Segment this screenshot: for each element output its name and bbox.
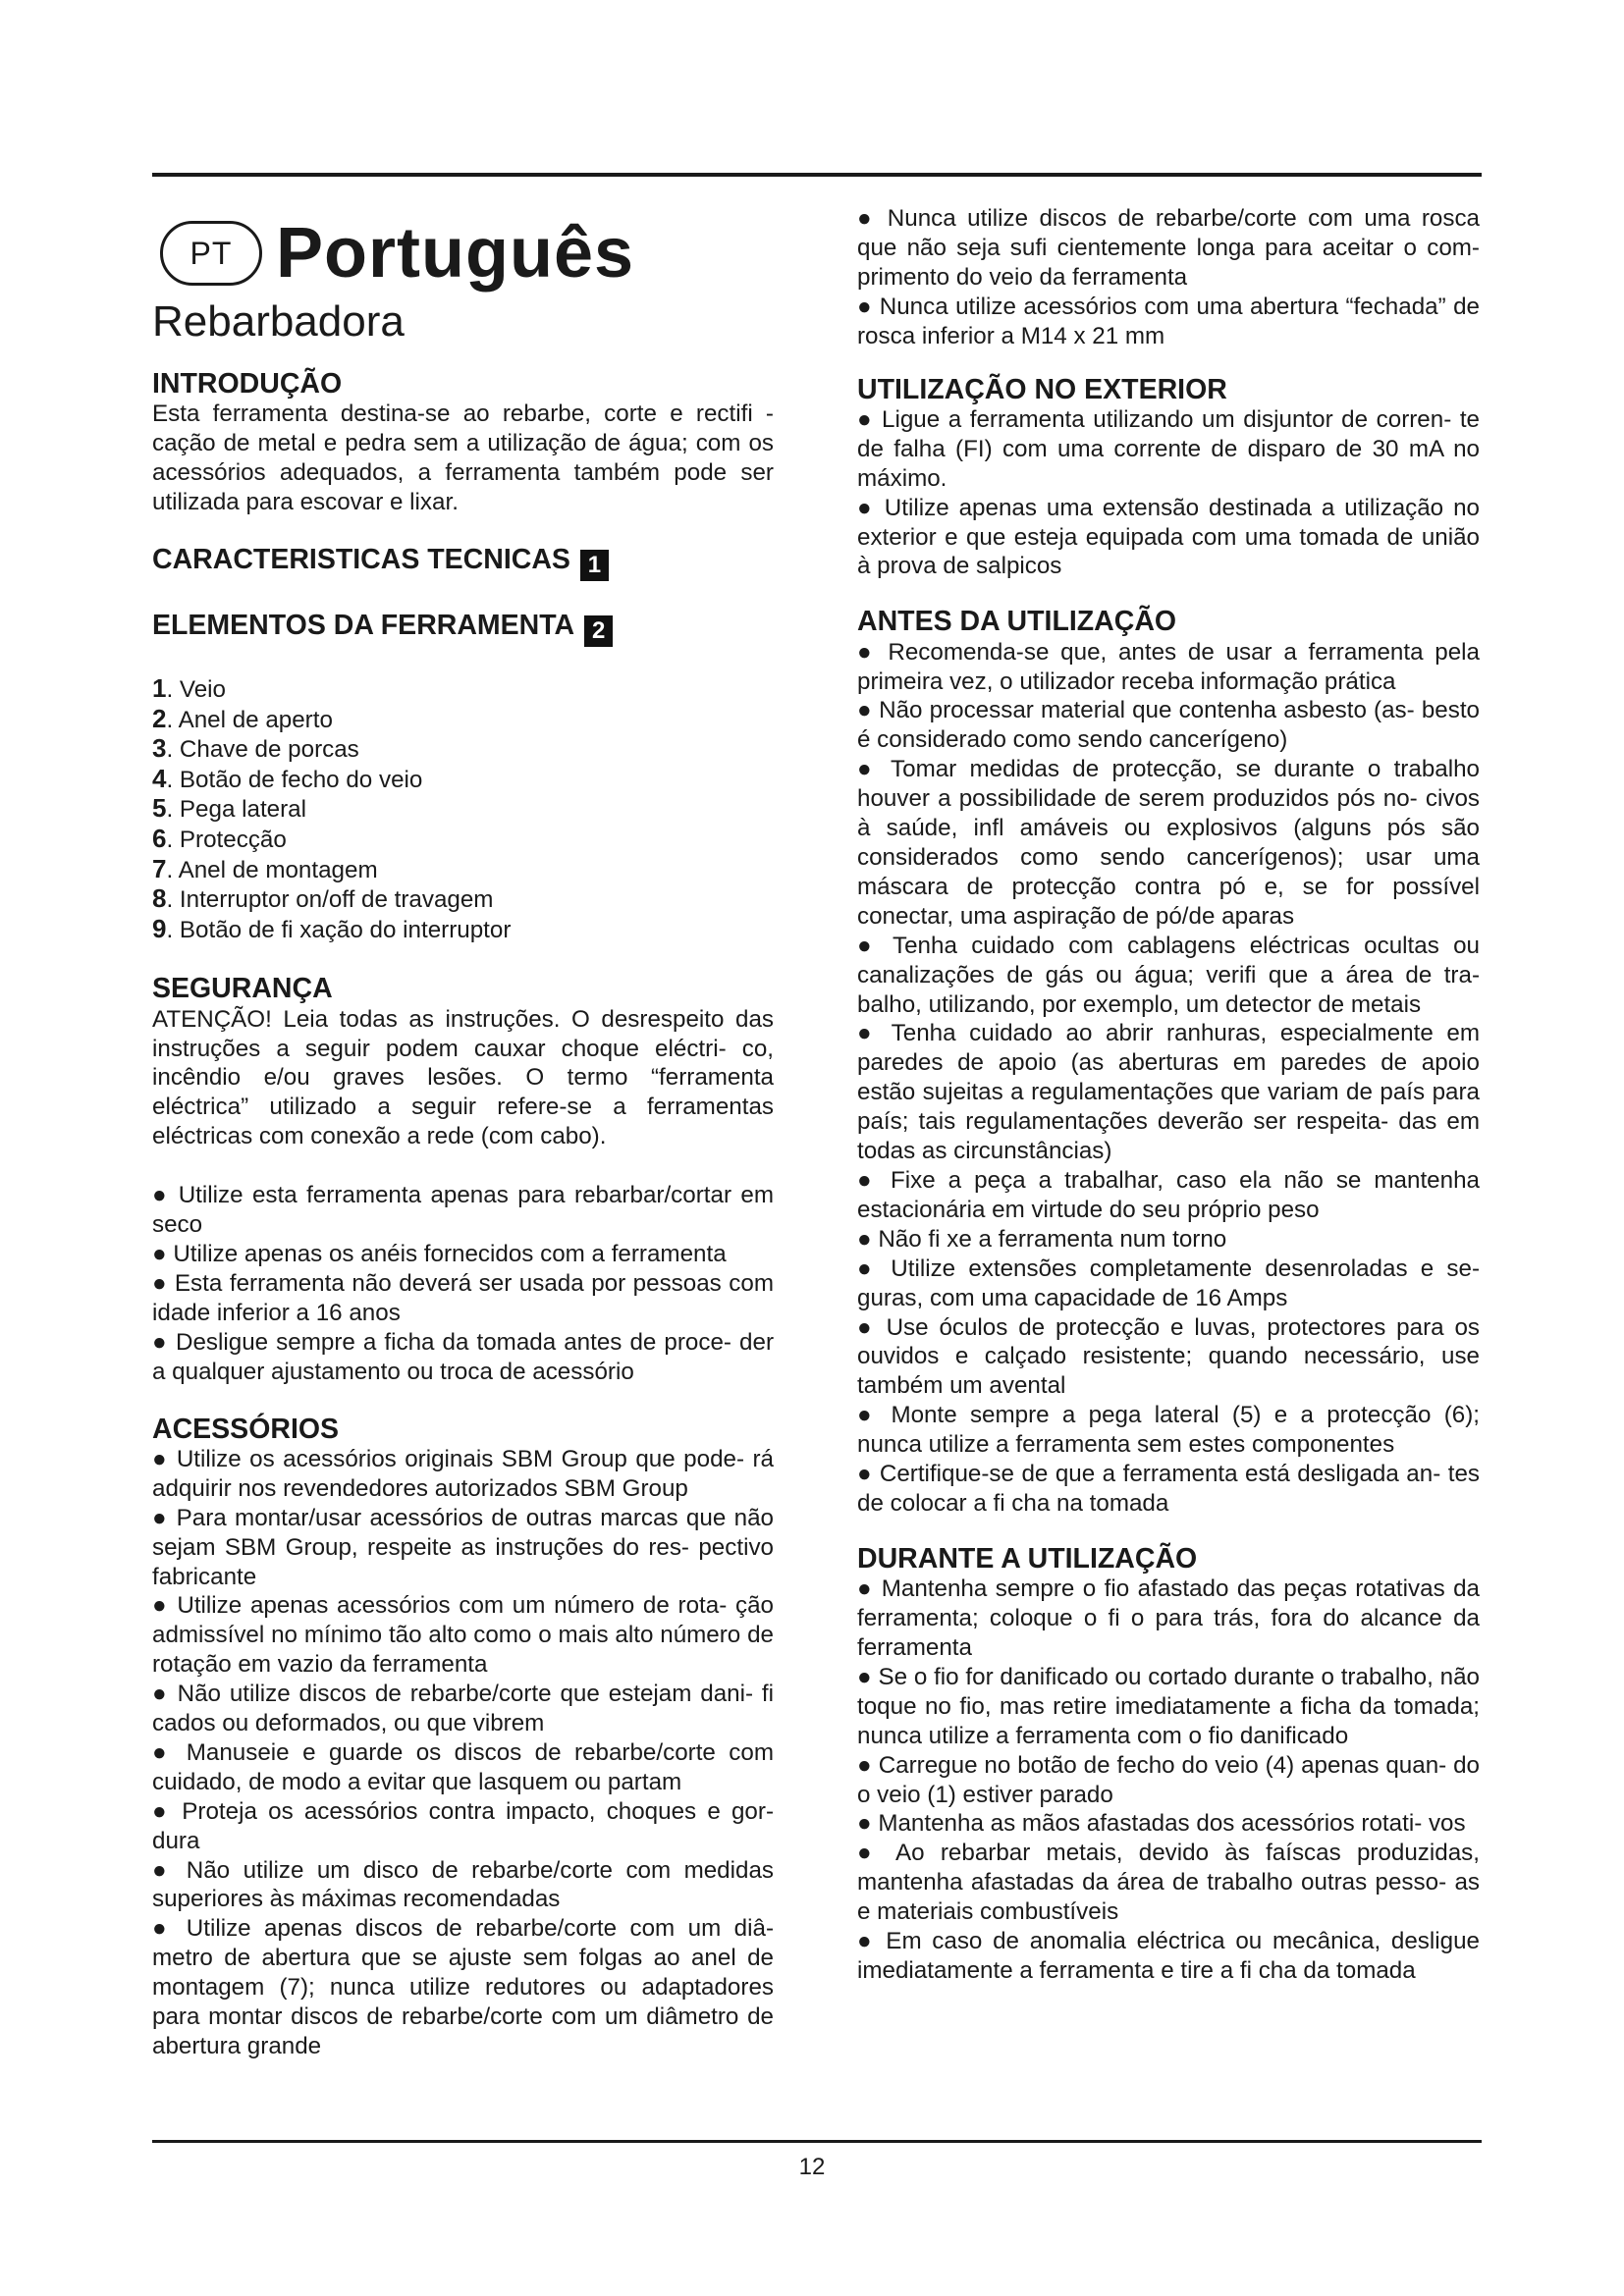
accessories-bullet: ● Utilize os acessórios originais SBM Group que pode- rá adquirir nos revendedores autorizados SBM Group — [152, 1445, 774, 1502]
left-column — [152, 204, 774, 2061]
list-item: 5. Pega lateral — [152, 793, 306, 824]
before-use-heading: ANTES DA UTILIZAÇÃO — [857, 606, 1177, 638]
top-rule — [152, 173, 1482, 177]
accessories-heading: ACESSÓRIOS — [152, 1413, 340, 1445]
during-use-bullet: ● Em caso de anomalia eléctrica ou mecânica, desligue imediatamente a ferramenta e tire a fi cha da tomada — [857, 1928, 1480, 1984]
list-item: 6. Protecção — [152, 823, 287, 853]
during-use-bullet: ● Se o fio for danificado ou cortado durante o trabalho, não toque no fio, mas retire imediatamente a ficha da tomada; nunca utilize a ferramenta com o fio danificado — [857, 1663, 1480, 1749]
specs-section — [152, 545, 774, 581]
accessories-bullet: ● Para montar/usar acessórios de outras marcas que não sejam SBM Group, respeite as instruções do res- pectivo fabricante — [152, 1504, 774, 1590]
safety-bullet: ● Utilize esta ferramenta apenas para rebarbar/cortar em seco — [152, 1182, 774, 1239]
accessories-bullet: ● Manuseie e guarde os discos de rebarbe/corte com cuidado, de modo a evitar que lasquem ou partam — [152, 1738, 774, 1795]
during-use-heading: DURANTE A UTILIZAÇÃO — [857, 1542, 1198, 1575]
safety-heading: SEGURANÇA — [152, 973, 333, 1005]
specs-heading: CARACTERISTICAS TECNICAS 1 — [152, 545, 774, 581]
safety-text: ATENÇÃO! Leia todas as instruções. O desrespeito das instruções a seguir podem cauxar choque eléctri- co, incêndio e/ou graves lesões. O termo “ferramenta eléctrica” utilizado a seguir refere-se a ferramentas eléctricas com conexão a rede (com cabo). — [152, 1005, 774, 1150]
during-use-bullet: ● Mantenha sempre o fio afastado das peças rotativas da ferramenta; coloque o fi o para trás, fora do alcance da ferramenta — [857, 1575, 1480, 1661]
before-use-bullet: ● Certifique-se de que a ferramenta está desligada an- tes de colocar a fi cha na tomada — [857, 1461, 1480, 1517]
outdoor-bullet: ● Utilize apenas uma extensão destinada a utilização no exterior e que esteja equipada com uma tomada de união à prova de salpicos — [857, 494, 1480, 580]
safety-bullet: ● Utilize apenas os anéis fornecidos com a ferramenta — [152, 1241, 727, 1267]
list-item: 1. Veio — [152, 672, 226, 703]
before-use-bullet: ● Tenha cuidado ao abrir ranhuras, especialmente em paredes de apoio (as aberturas em paredes de apoio estão sujeitas a regulamentações que variam de país para país; tais regulamentações deverão ser respeita- das em todas as circunstâncias) — [857, 1020, 1480, 1165]
list-item: 2. Anel de aperto — [152, 703, 333, 733]
during-use-bullet: ● Carregue no botão de fecho do veio (4) apenas quan- do o veio (1) estiver parado — [857, 1751, 1480, 1808]
right-column — [857, 204, 1480, 1986]
accessories-section — [152, 1415, 774, 2061]
before-use-bullet: ● Não processar material que contenha asbesto (as- besto é considerado como sendo cancerígeno) — [857, 697, 1480, 754]
during-use-bullet: ● Ao rebarbar metais, devido às faíscas produzidas, mantenha afastadas da área de trabalho outras pesso- as e materiais combustíveis — [857, 1840, 1480, 1926]
accessories-bullet: ● Utilize apenas acessórios com um número de rota- ção admissível no mínimo tão alto como o mais alto número de rotação em vazio da ferramenta — [152, 1592, 774, 1679]
before-use-bullet: ● Utilize extensões completamente desenroladas e se- guras, com uma capacidade de 16 Amps — [857, 1255, 1480, 1311]
accessories-bullet: ● Não utilize um disco de rebarbe/corte com medidas superiores às máximas recomendadas — [152, 1856, 774, 1913]
before-use-bullet: ● Fixe a peça a trabalhar, caso ela não se mantenha estacionária em virtude do seu próprio peso — [857, 1166, 1480, 1223]
during-use-bullet: ● Mantenha as mãos afastadas dos acessórios rotati- vos — [857, 1810, 1466, 1838]
list-item: 7. Anel de montagem — [152, 853, 378, 883]
elements-heading: ELEMENTOS DA FERRAMENTA 2 — [152, 611, 774, 647]
list-item: 8. Interruptor on/off de travagem — [152, 883, 494, 914]
outdoor-heading: UTILIZAÇÃO NO EXTERIOR — [857, 373, 1227, 405]
before-use-bullet: ● Tenha cuidado com cablagens eléctricas ocultas ou canalizações de gás ou água; verifi que a área de tra- balho, utilizando, por exemplo, um detector de metais — [857, 932, 1480, 1018]
accessories-bullet: ● Proteja os acessórios contra impacto, choques e gor- dura — [152, 1797, 774, 1854]
accessories-bullet: ● Não utilize discos de rebarbe/corte que estejam dani- fi cados ou deformados, ou que vibrem — [152, 1681, 774, 1737]
before-use-section — [857, 607, 1480, 1519]
elements-section — [152, 611, 774, 944]
intro-text: Esta ferramenta destina-se ao rebarbe, corte e rectifi - cação de metal e pedra sem a utilização de água; com os acessórios adequados, a ferramenta também pode ser utilizada para escovar e lixar. — [152, 400, 774, 516]
intro-heading: INTRODUÇÃO — [152, 368, 343, 400]
figure-ref-2: 2 — [584, 615, 613, 647]
accessories-bullet: ● Nunca utilize acessórios com uma abertura “fechada” de rosca inferior a M14 x 21 mm — [857, 293, 1480, 349]
list-item: 9. Botão de fi xação do interruptor — [152, 913, 512, 943]
elements-list — [152, 674, 774, 944]
product-title: Rebarbadora — [152, 297, 405, 346]
during-use-section — [857, 1544, 1480, 1986]
before-use-bullet: ● Não fi xe a ferramenta num torno — [857, 1225, 1227, 1253]
page-number: 12 — [798, 2154, 826, 2180]
accessories-bullet: ● Utilize apenas discos de rebarbe/corte com um diâ- metro de abertura que se ajuste sem folgas ao anel de montagem (7); nunca utilize redutores ou adaptadores para montar discos de rebarbe/corte com um diâmetro de abertura grande — [152, 1915, 774, 2059]
safety-section — [152, 974, 774, 1386]
safety-bullet: ● Desligue sempre a ficha da tomada antes de proce- der a qualquer ajustamento ou troca de acessório — [152, 1328, 774, 1385]
accessories-bullet: ● Nunca utilize discos de rebarbe/corte com uma rosca que não seja sufi cientemente longa para aceitar o com- primento do veio da ferramenta — [857, 205, 1480, 291]
language-header — [152, 208, 774, 298]
safety-bullet: ● Esta ferramenta não deverá ser usada por pessoas com idade inferior a 16 anos — [152, 1269, 774, 1326]
outdoor-section — [857, 375, 1480, 582]
before-use-bullet: ● Tomar medidas de protecção, se durante o trabalho houver a possibilidade de serem produzidos pós no- civos à saúde, infl amáveis ou explosivos (alguns pós são considerados como sendo cancerígenos); usar uma máscara de protecção contra pó e, se for possível conectar, uma aspiração de pó/de aparas — [857, 756, 1480, 930]
before-use-bullet: ● Monte sempre a pega lateral (5) e a protecção (6); nunca utilize a ferramenta sem estes componentes — [857, 1402, 1480, 1459]
before-use-bullet: ● Use óculos de protecção e luvas, protectores para os ouvidos e calçado resistente; quando necessário, use também um avental — [857, 1313, 1480, 1400]
figure-ref-1: 1 — [580, 550, 609, 581]
outdoor-bullet: ● Ligue a ferramenta utilizando um disjuntor de corren- te de falha (FI) com uma corrente de disparo de 30 mA no máximo. — [857, 405, 1480, 492]
intro-section — [152, 369, 774, 517]
language-badge: PT — [160, 221, 262, 286]
list-item: 3. Chave de porcas — [152, 733, 359, 764]
bottom-rule — [152, 2140, 1482, 2143]
language-title: Português — [276, 214, 635, 293]
before-use-bullet: ● Recomenda-se que, antes de usar a ferramenta pela primeira vez, o utilizador receba informação prática — [857, 638, 1480, 695]
list-item: 4. Botão de fecho do veio — [152, 763, 423, 793]
